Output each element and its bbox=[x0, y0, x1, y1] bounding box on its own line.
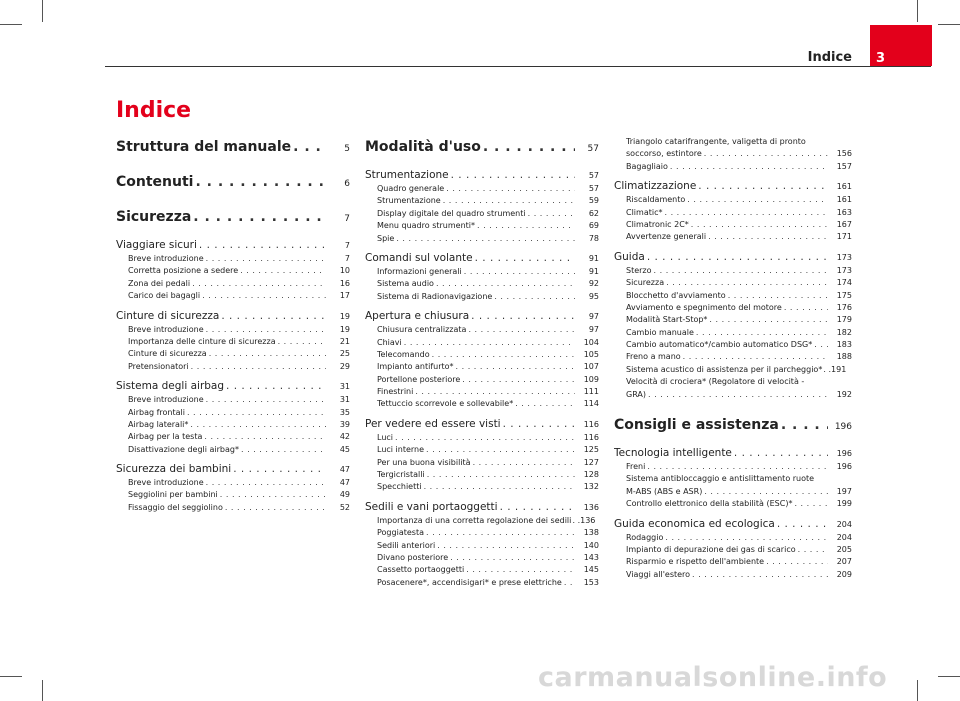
toc-item[interactable]: Display digitale del quadro strumenti . . . 62 bbox=[365, 208, 599, 220]
page-number: 3 bbox=[876, 51, 886, 66]
toc-item[interactable]: Portellone posteriore . . . 109 bbox=[365, 374, 599, 386]
toc-item[interactable]: Cambio automatico*/cambio automatico DSG* . . . 183 bbox=[614, 339, 852, 351]
toc-item[interactable]: Airbag laterali* . . . 39 bbox=[116, 419, 350, 431]
toc-item[interactable]: Specchietti . . . 132 bbox=[365, 481, 599, 493]
crop-mark bbox=[0, 676, 22, 677]
toc-item[interactable]: Freni . . . 196 bbox=[614, 461, 852, 473]
crop-mark bbox=[42, 0, 43, 22]
toc-item-line[interactable]: Triangolo catarifrangente, valigetta di pronto bbox=[626, 137, 806, 146]
toc-item[interactable]: Breve introduzione . . . 31 bbox=[116, 394, 350, 406]
toc-item[interactable]: Tergicristalli . . . 128 bbox=[365, 469, 599, 481]
toc-item[interactable]: Per una buona visibilità . . . 127 bbox=[365, 457, 599, 469]
toc-item[interactable]: GRA) . . . 192 bbox=[614, 389, 852, 401]
toc-item[interactable]: Sistema di Radionavigazione . . . 95 bbox=[365, 291, 599, 303]
toc-item[interactable]: Informazioni generali . . . 91 bbox=[365, 266, 599, 278]
toc-item[interactable]: Poggiatesta . . . 138 bbox=[365, 527, 599, 539]
toc-item[interactable]: M-ABS (ABS e ASR) . . . 197 bbox=[614, 486, 852, 498]
toc-item[interactable]: Breve introduzione . . . 19 bbox=[116, 324, 350, 336]
toc-item[interactable]: Avviamento e spegnimento del motore . . . 176 bbox=[614, 302, 852, 314]
toc-item[interactable]: Airbag per la testa . . . 42 bbox=[116, 431, 350, 443]
page-title: Indice bbox=[116, 98, 192, 123]
toc-item[interactable]: Airbag frontali . . . 35 bbox=[116, 407, 350, 419]
toc-item[interactable]: Tettuccio scorrevole e sollevabile* . . . 114 bbox=[365, 398, 599, 410]
toc-item[interactable]: Cambio manuale . . . 182 bbox=[614, 327, 852, 339]
toc-item[interactable]: Sistema acustico di assistenza per il parcheggio* . .191 bbox=[626, 364, 847, 374]
toc-item[interactable]: Spie . . . 78 bbox=[365, 233, 599, 245]
toc-item[interactable]: Disattivazione degli airbag* . . . 45 bbox=[116, 444, 350, 456]
toc-item[interactable]: Rodaggio . . . 204 bbox=[614, 532, 852, 544]
toc-section[interactable]: Apertura e chiusura . . . 97 bbox=[365, 308, 599, 324]
toc-item[interactable]: Blocchetto d'avviamento . . . 175 bbox=[614, 290, 852, 302]
crop-mark bbox=[917, 680, 918, 701]
toc-item-line[interactable]: Velocità di crociera* (Regolatore di velocità - bbox=[626, 377, 805, 387]
toc-entry[interactable]: Struttura del manuale . . . 5 bbox=[116, 136, 350, 158]
toc-item[interactable]: Bagagliaio . . . 157 bbox=[614, 161, 852, 173]
toc-item[interactable]: Impianto di depurazione dei gas di scarico . . . 205 bbox=[614, 544, 852, 556]
toc-section[interactable]: Sistema degli airbag . . . 31 bbox=[116, 378, 350, 394]
toc-item[interactable]: Sistema audio . . . 92 bbox=[365, 278, 599, 290]
toc-item[interactable]: Avvertenze generali . . . 171 bbox=[614, 231, 852, 243]
toc-item[interactable]: Breve introduzione . . . 47 bbox=[116, 477, 350, 489]
toc-item[interactable]: Impianto antifurto* . . . 107 bbox=[365, 361, 599, 373]
toc-section[interactable]: Cinture di sicurezza . . . 19 bbox=[116, 308, 350, 324]
toc-item[interactable]: Freno a mano . . . 188 bbox=[614, 351, 852, 363]
crop-mark bbox=[938, 24, 960, 25]
toc-section[interactable]: Guida . . . 173 bbox=[614, 249, 852, 265]
crop-mark bbox=[42, 680, 43, 701]
toc-item[interactable]: Controllo elettronico della stabilità (ESC)* . . . 199 bbox=[614, 498, 852, 510]
toc-item[interactable]: Cinture di sicurezza . . . 25 bbox=[116, 348, 350, 360]
toc-item[interactable]: Sicurezza . . . 174 bbox=[614, 277, 852, 289]
toc-item[interactable]: Cassetto portaoggetti . . . 145 bbox=[365, 564, 599, 576]
toc-column-3 bbox=[614, 136, 852, 581]
toc-section[interactable]: Comandi sul volante . . . 91 bbox=[365, 250, 599, 266]
toc-item[interactable]: Corretta posizione a sedere . . . 10 bbox=[116, 265, 350, 277]
crop-mark bbox=[917, 0, 918, 22]
toc-entry[interactable]: Consigli e assistenza . . . 196 bbox=[614, 414, 852, 436]
running-header-title: Indice bbox=[807, 50, 852, 65]
toc-item[interactable]: Importanza delle cinture di sicurezza . . . 21 bbox=[116, 336, 350, 348]
toc-item[interactable]: Breve introduzione . . . 7 bbox=[116, 253, 350, 265]
toc-column-2 bbox=[365, 136, 599, 589]
toc-item[interactable]: Modalità Start-Stop* . . . 179 bbox=[614, 314, 852, 326]
toc-section[interactable]: Per vedere ed essere visti . . . 116 bbox=[365, 416, 599, 432]
toc-item[interactable]: Climatic* . . . 163 bbox=[614, 207, 852, 219]
toc-item[interactable]: Posacenere*, accendisigari* e prese elettriche . . . 153 bbox=[365, 577, 599, 589]
toc-section[interactable]: Climatizzazione . . . 161 bbox=[614, 178, 852, 194]
toc-item[interactable]: Menu quadro strumenti* . . . 69 bbox=[365, 220, 599, 232]
toc-item[interactable]: Chiusura centralizzata . . . 97 bbox=[365, 324, 599, 336]
toc-section[interactable]: Sicurezza dei bambini . . . 47 bbox=[116, 461, 350, 477]
toc-item[interactable]: Zona dei pedali . . . 16 bbox=[116, 278, 350, 290]
toc-column-1 bbox=[116, 136, 350, 514]
toc-section[interactable]: Strumentazione . . . 57 bbox=[365, 167, 599, 183]
toc-item[interactable]: Chiavi . . . 104 bbox=[365, 337, 599, 349]
toc-item[interactable]: Quadro generale . . . 57 bbox=[365, 183, 599, 195]
toc-item-line[interactable]: Sistema antibloccaggio e antislittamento ruote bbox=[626, 474, 815, 484]
toc-item[interactable]: Fissaggio del seggiolino . . . 52 bbox=[116, 502, 350, 514]
toc-item[interactable]: Finestrini . . . 111 bbox=[365, 386, 599, 398]
toc-item[interactable]: Importanza di una corretta regolazione dei sedili . .136 bbox=[377, 515, 596, 525]
toc-item[interactable]: Riscaldamento . . . 161 bbox=[614, 194, 852, 206]
toc-item[interactable]: Seggiolini per bambini . . . 49 bbox=[116, 489, 350, 501]
toc-section[interactable]: Viaggiare sicuri . . . 7 bbox=[116, 237, 350, 253]
toc-item[interactable]: Strumentazione . . . 59 bbox=[365, 195, 599, 207]
toc-item[interactable]: Risparmio e rispetto dell'ambiente . . . 207 bbox=[614, 556, 852, 568]
crop-mark bbox=[0, 24, 22, 25]
toc-item[interactable]: Climatronic 2C* . . . 167 bbox=[614, 219, 852, 231]
toc-item[interactable]: Telecomando . . . 105 bbox=[365, 349, 599, 361]
page-number-tab bbox=[870, 25, 932, 66]
toc-entry[interactable]: Modalità d'uso . . . 57 bbox=[365, 136, 599, 158]
toc-item[interactable]: Sedili anteriori . . . 140 bbox=[365, 540, 599, 552]
toc-item[interactable]: soccorso, estintore . . . 156 bbox=[614, 148, 852, 160]
toc-item[interactable]: Luci . . . 116 bbox=[365, 432, 599, 444]
toc-item[interactable]: Carico dei bagagli . . . 17 bbox=[116, 290, 350, 302]
toc-item[interactable]: Luci interne . . . 125 bbox=[365, 444, 599, 456]
toc-entry[interactable]: Sicurezza . . . 7 bbox=[116, 206, 350, 228]
toc-entry[interactable]: Contenuti . . . 6 bbox=[116, 171, 350, 193]
watermark: carmanualsonline.info bbox=[538, 662, 888, 693]
toc-item[interactable]: Pretensionatori . . . 29 bbox=[116, 361, 350, 373]
toc-item[interactable]: Viaggi all'estero . . . 209 bbox=[614, 569, 852, 581]
toc-item[interactable]: Sterzo . . . 173 bbox=[614, 265, 852, 277]
header-rule bbox=[105, 66, 931, 67]
toc-section[interactable]: Sedili e vani portaoggetti . . . 136 bbox=[365, 499, 599, 515]
toc-section[interactable]: Tecnologia intelligente . . . 196 bbox=[614, 445, 852, 461]
crop-mark bbox=[938, 676, 960, 677]
toc-section[interactable]: Guida economica ed ecologica . . . 204 bbox=[614, 516, 852, 532]
toc-item[interactable]: Divano posteriore . . . 143 bbox=[365, 552, 599, 564]
